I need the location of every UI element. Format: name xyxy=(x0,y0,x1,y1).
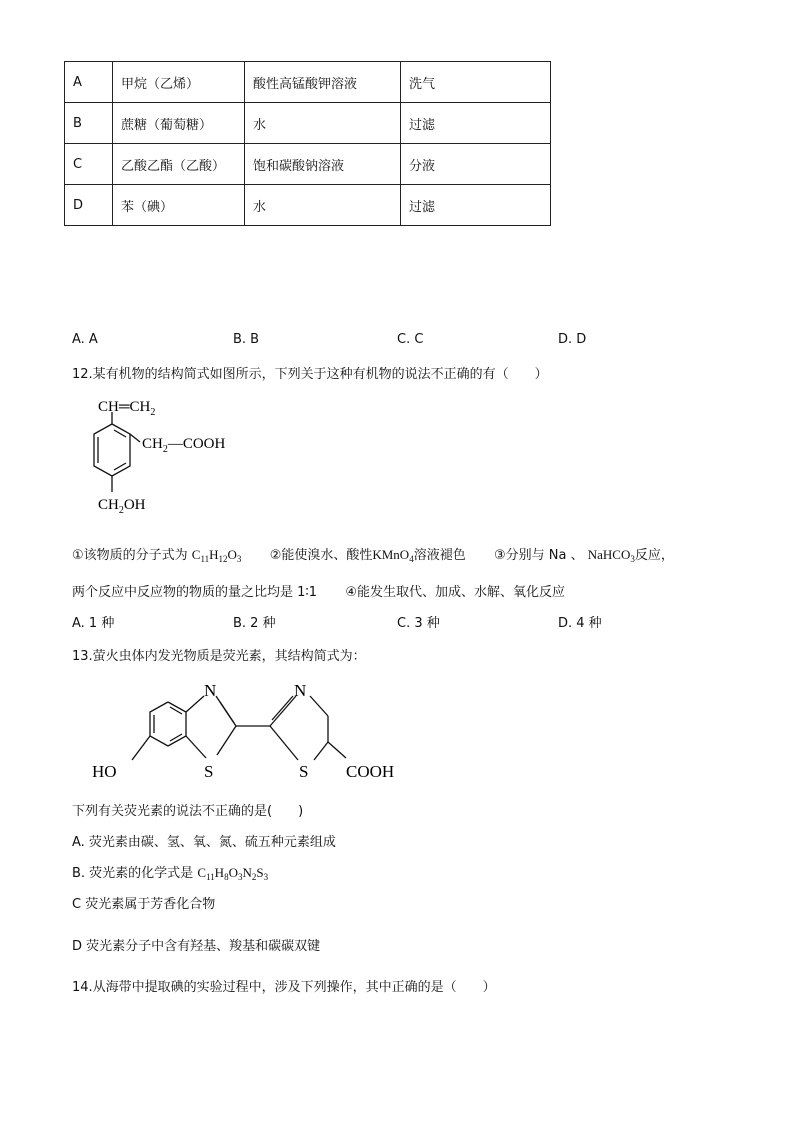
table-cell: 蔗糖（葡萄糖） xyxy=(113,103,245,144)
q11-option-c[interactable]: C. C xyxy=(397,332,424,347)
statement-4: ④能发生取代、加成、水解、氧化反应 xyxy=(345,585,565,600)
table-cell: 饱和碳酸钠溶液 xyxy=(245,144,401,185)
table-cell: B xyxy=(65,103,113,144)
hydroxymethyl-group-label: $CH_2OH$ xyxy=(98,497,146,516)
table-row xyxy=(65,185,551,226)
luciferin-structure-diagram xyxy=(88,676,418,784)
acetic-group-label: $CH_2—COOH$ xyxy=(142,436,226,455)
table-row xyxy=(65,144,551,185)
q12-statement-line-2 xyxy=(72,581,565,600)
vinyl-group-label: $CH═CH_2$ xyxy=(98,399,156,418)
q11-option-a[interactable]: A. A xyxy=(72,332,98,347)
nitrogen-atom-1: N xyxy=(204,681,217,700)
q13-stem: 13.萤火虫体内发光物质是荧光素，其结构简式为： xyxy=(72,649,366,664)
q12-statement-line-1 xyxy=(72,544,674,563)
q12-structure-diagram xyxy=(84,392,264,524)
table-cell: D xyxy=(65,185,113,226)
q11-option-d[interactable]: D. D xyxy=(558,332,587,347)
table-cell: 过滤 xyxy=(401,185,551,226)
statement-3: ③分别与 Na 、 NaHCO$_3$反应， xyxy=(494,547,674,564)
table-cell: 洗气 xyxy=(401,62,551,103)
q13-option-a[interactable]: A. 荧光素由碳、氢、氧、氮、硫五种元素组成 xyxy=(72,835,336,850)
table-cell: 水 xyxy=(245,185,401,226)
table-cell: 过滤 xyxy=(401,103,551,144)
q12-option-d[interactable]: D. 4 种 xyxy=(558,616,602,631)
q13-option-c[interactable]: C 荧光素属于芳香化合物 xyxy=(72,897,216,912)
table-cell: C xyxy=(65,144,113,185)
carboxyl-label: COOH xyxy=(346,762,395,781)
table-cell: 酸性高锰酸钾溶液 xyxy=(245,62,401,103)
table-cell: A xyxy=(65,62,113,103)
statement-3-continued: 两个反应中反应物的物质的量之比均是 1∶1 xyxy=(72,585,318,600)
sulfur-atom-2: S xyxy=(299,762,309,781)
q13-option-b[interactable]: B. 荧光素的化学式是 $C_{11}H_8O_3N_2S_3$ xyxy=(72,865,269,882)
table-cell: 甲烷（乙烯） xyxy=(113,62,245,103)
table-cell: 苯（碘） xyxy=(113,185,245,226)
q12-option-a[interactable]: A. 1 种 xyxy=(72,616,115,631)
statement-2: ②能使溴水、酸性KMnO$_4$溶液褪色 xyxy=(269,547,466,564)
q12-option-c[interactable]: C. 3 种 xyxy=(397,616,440,631)
q14-stem: 14.从海带中提取碘的实验过程中，涉及下列操作，其中正确的是（ ） xyxy=(72,980,496,995)
sulfur-atom-1: S xyxy=(204,762,214,781)
q12-stem: 12.某有机物的结构简式如图所示，下列关于这种有机物的说法不正确的有（ ） xyxy=(72,367,548,382)
q12-option-b[interactable]: B. 2 种 xyxy=(233,616,276,631)
table-cell: 乙酸乙酯（乙酸） xyxy=(113,144,245,185)
separation-table xyxy=(64,61,551,226)
q11-option-b[interactable]: B. B xyxy=(233,332,260,347)
nitrogen-atom-2: N xyxy=(294,681,307,700)
table-cell: 水 xyxy=(245,103,401,144)
table-row xyxy=(65,62,551,103)
hydroxyl-label: HO xyxy=(92,762,117,781)
q13-option-d[interactable]: D 荧光素分子中含有羟基、羧基和碳碳双键 xyxy=(72,939,321,954)
table-cell: 分液 xyxy=(401,144,551,185)
statement-1: ①该物质的分子式为 $C_{11}H_{12}O_3$ xyxy=(72,547,242,564)
q13-question: 下列有关荧光素的说法不正确的是( ) xyxy=(72,804,304,819)
table-row xyxy=(65,103,551,144)
